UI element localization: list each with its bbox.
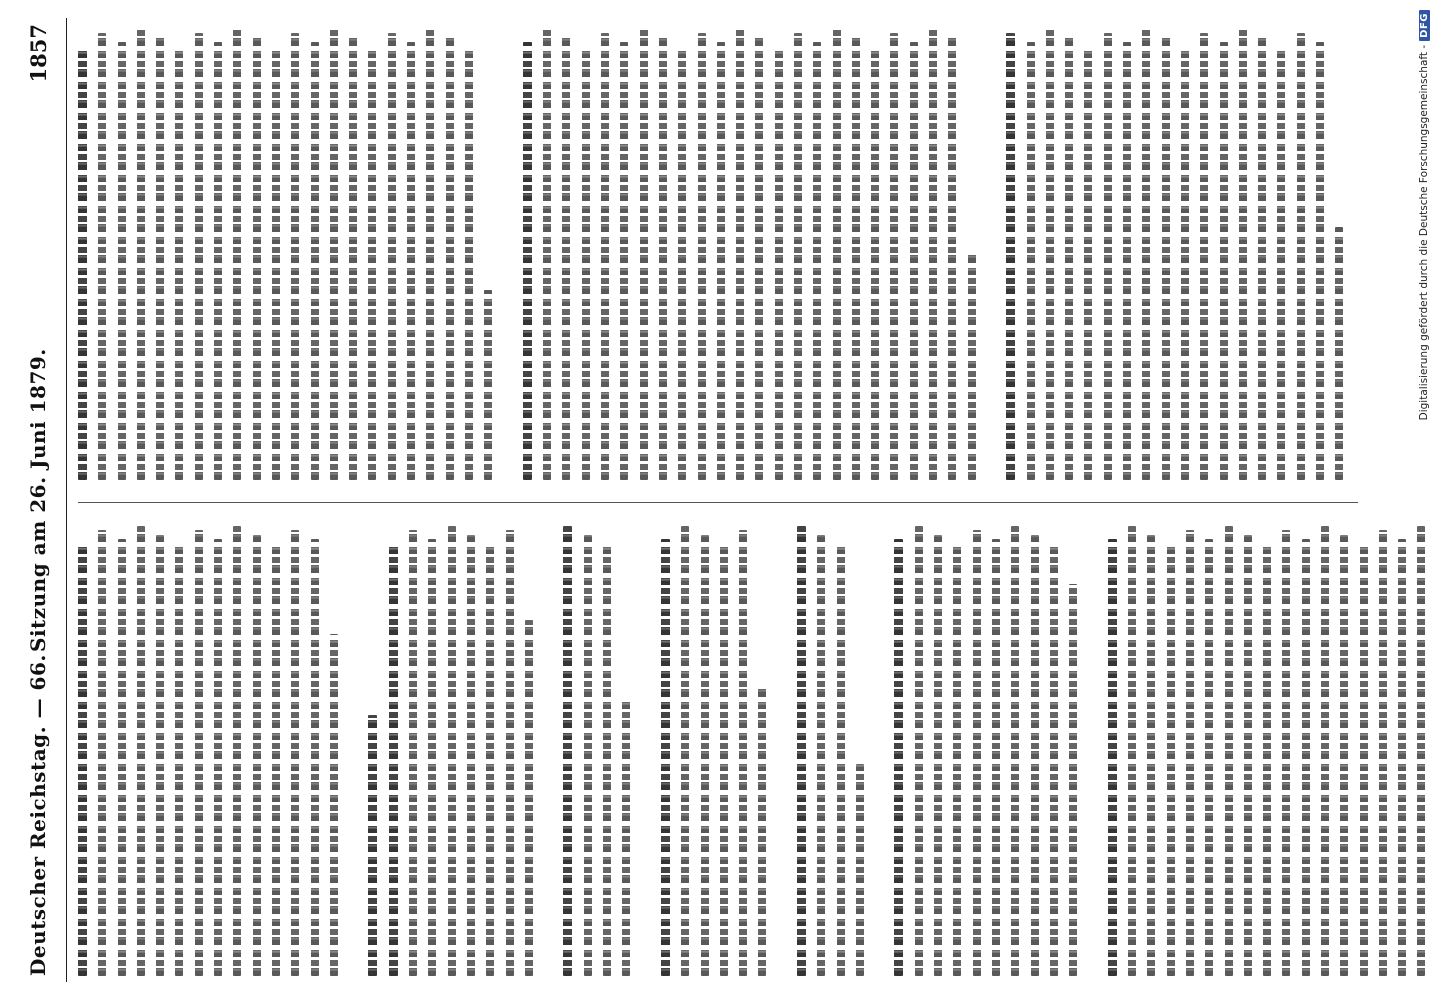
text-line (1162, 37, 1170, 480)
text-line (78, 46, 87, 480)
publication-title: Deutscher Reichstag. — 66. (26, 654, 50, 976)
text-line (523, 42, 532, 480)
text-line (1239, 28, 1247, 480)
text-line (1277, 46, 1285, 480)
text-line (98, 531, 106, 977)
text-line (720, 544, 728, 976)
text-line (253, 535, 261, 976)
text-line (137, 526, 145, 976)
text-line (894, 540, 903, 977)
text-line (1065, 37, 1073, 480)
text-line (1069, 585, 1077, 977)
text-line (1147, 535, 1155, 976)
text-line (214, 540, 222, 977)
column-divider (78, 502, 1358, 503)
text-line (118, 540, 126, 977)
text-line (253, 37, 261, 480)
text-line (698, 33, 706, 480)
page-number: 1857 (26, 24, 51, 83)
text-line (968, 254, 976, 480)
text-line (1321, 526, 1329, 976)
text-line (1128, 526, 1136, 976)
text-line (389, 544, 398, 976)
left-column (78, 526, 1368, 976)
text-line (543, 28, 551, 480)
text-line (794, 33, 802, 480)
text-line (78, 544, 87, 976)
text-line (407, 42, 415, 480)
text-line (1244, 535, 1252, 976)
text-line (1335, 227, 1343, 480)
text-line (1027, 42, 1035, 480)
text-line (484, 290, 492, 480)
digitization-credit (1418, 10, 1430, 990)
text-line (948, 37, 956, 480)
text-line (915, 526, 923, 976)
session-date: Sitzung am 26. Juni 1879. (26, 348, 50, 652)
text-line (1205, 540, 1213, 977)
text-line (1225, 526, 1233, 976)
text-line (622, 697, 630, 976)
text-line (1340, 535, 1348, 976)
text-line (330, 28, 338, 480)
text-line (871, 46, 879, 480)
text-line (736, 28, 744, 480)
paragraph-gap (987, 28, 995, 480)
text-line (98, 33, 106, 480)
text-line (311, 42, 319, 480)
text-line (1282, 531, 1290, 977)
paragraph-gap (642, 526, 650, 976)
text-line (1186, 531, 1194, 977)
text-line (1297, 33, 1305, 480)
text-line (368, 46, 376, 480)
text-line (1258, 37, 1266, 480)
text-line (601, 33, 609, 480)
header-rule (66, 18, 67, 982)
paragraph-gap (349, 526, 357, 976)
text-line (233, 526, 241, 976)
text-line (755, 37, 763, 480)
text-line (992, 540, 1000, 977)
text-line (1046, 28, 1054, 480)
text-line (311, 540, 319, 977)
paragraph-gap (504, 28, 512, 480)
text-line (678, 46, 686, 480)
text-line (1220, 42, 1228, 480)
text-line (563, 526, 572, 976)
text-line (1379, 531, 1387, 977)
text-line (1084, 46, 1092, 480)
text-line (175, 46, 183, 480)
text-line (856, 765, 864, 977)
text-line (1142, 28, 1150, 480)
text-line (1011, 526, 1019, 976)
text-line (953, 544, 961, 976)
text-line (1302, 540, 1310, 977)
text-line (525, 621, 533, 977)
text-line (584, 535, 592, 976)
text-line (562, 37, 570, 480)
text-line (640, 28, 648, 480)
text-line (1123, 42, 1131, 480)
text-line (659, 37, 667, 480)
text-line (368, 715, 377, 976)
text-line (428, 540, 436, 977)
text-line (775, 46, 783, 480)
text-line (272, 544, 280, 976)
text-line (1167, 544, 1175, 976)
text-line (1316, 42, 1324, 480)
text-line (1031, 535, 1039, 976)
text-line (582, 46, 590, 480)
text-line (156, 535, 164, 976)
text-line (175, 544, 183, 976)
text-line (195, 33, 203, 480)
text-line (486, 544, 494, 976)
text-line (837, 544, 845, 976)
paragraph-gap (544, 526, 552, 976)
text-line (349, 37, 357, 480)
paragraph-gap (875, 526, 883, 976)
paragraph-gap (778, 526, 786, 976)
text-line (1050, 544, 1058, 976)
text-line (797, 526, 806, 976)
text-line (813, 42, 821, 480)
text-line (681, 526, 689, 976)
text-line (1398, 540, 1406, 977)
text-line (833, 28, 841, 480)
text-line (506, 531, 514, 977)
text-line (910, 42, 918, 480)
text-line (739, 531, 747, 977)
text-line (195, 531, 203, 977)
text-line (758, 688, 766, 976)
credit-text: Digitalisierung gefördert durch die Deutsche Forschungsgemeinschaft - (1418, 44, 1430, 421)
text-line (1108, 540, 1117, 977)
text-line (118, 42, 126, 480)
text-line (388, 33, 396, 480)
text-line (661, 540, 670, 977)
text-line (1360, 544, 1368, 976)
text-line (1200, 33, 1208, 480)
running-head (22, 18, 58, 982)
paragraph-gap (1088, 526, 1096, 976)
text-line (446, 37, 454, 480)
text-line (973, 531, 981, 977)
text-line (467, 535, 475, 976)
text-line (852, 37, 860, 480)
text-line (701, 535, 709, 976)
text-line (291, 531, 299, 977)
text-line (137, 28, 145, 480)
text-line (448, 526, 456, 976)
text-line (291, 33, 299, 480)
text-line (233, 28, 241, 480)
text-line (817, 535, 825, 976)
text-line (156, 37, 164, 480)
text-line (717, 42, 725, 480)
text-line (272, 46, 280, 480)
text-line (465, 46, 473, 480)
text-line (409, 531, 417, 977)
text-line (603, 544, 611, 976)
text-line (1263, 544, 1271, 976)
text-line (1104, 33, 1112, 480)
text-line (1181, 46, 1189, 480)
text-line (934, 535, 942, 976)
text-line (929, 28, 937, 480)
text-line (620, 42, 628, 480)
text-line (1006, 33, 1015, 480)
dfg-logo: DFG (1419, 10, 1430, 41)
text-line (890, 33, 898, 480)
text-line (214, 42, 222, 480)
text-line (426, 28, 434, 480)
right-column (78, 28, 1368, 480)
text-line (330, 634, 338, 976)
